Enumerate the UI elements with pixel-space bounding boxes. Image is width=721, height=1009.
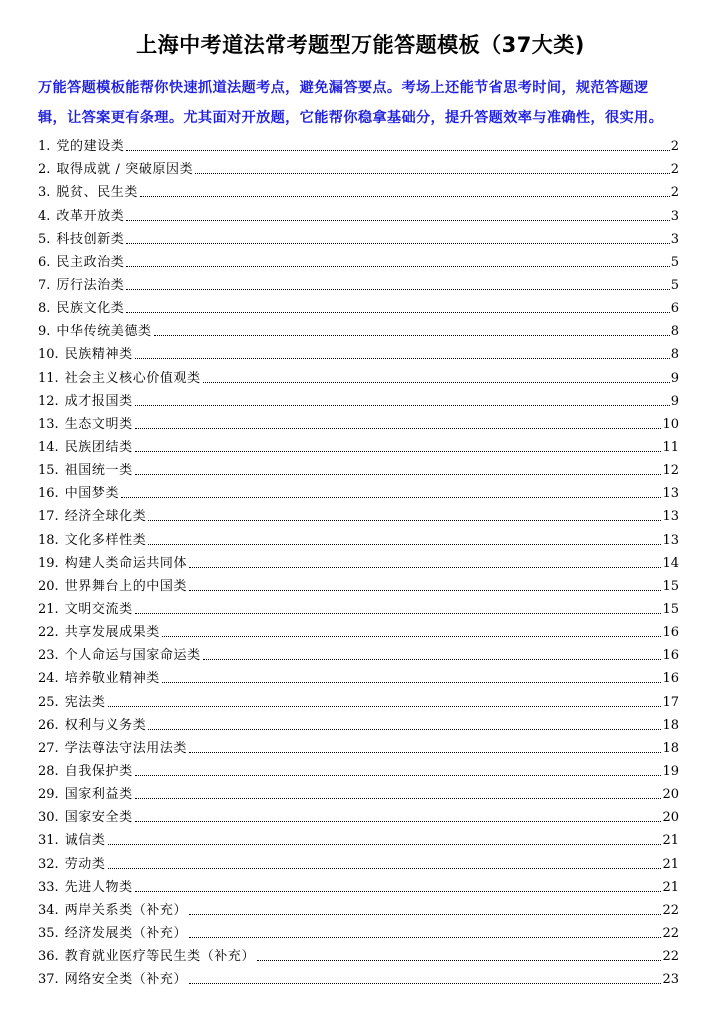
toc-entry-number: 2. [38,162,51,178]
toc-entry[interactable] [38,827,679,850]
toc-entry-number: 5. [38,231,51,247]
toc-dot-leader [148,519,661,521]
toc-entry-number: 28. [38,763,59,779]
toc-entry-number: 34. [38,902,59,918]
toc-entry-title[interactable]: 诚信类 [64,833,106,849]
toc-entry[interactable] [38,619,679,642]
toc-dot-leader [126,149,669,151]
toc-entry-title[interactable]: 世界舞台上的中国类 [64,578,188,594]
toc-entry[interactable] [38,688,679,711]
toc-dot-leader [257,959,661,961]
toc-entry-number: 32. [38,856,59,872]
toc-dot-leader [121,496,661,498]
toc-entry-title[interactable]: 两岸关系类（补充） [64,902,188,918]
toc-dot-leader [203,381,670,383]
toc-entry[interactable] [38,758,679,781]
toc-dot-leader [162,681,662,683]
toc-entry-number: 30. [38,810,59,826]
toc-dot-leader [189,936,661,938]
toc-entry-page-number[interactable]: 6 [670,301,679,317]
table-of-contents [38,133,679,989]
toc-entry-number: 35. [38,925,59,941]
toc-dot-leader [195,172,669,174]
toc-entry[interactable] [38,920,679,943]
toc-entry[interactable] [38,526,679,549]
toc-entry[interactable] [38,573,679,596]
toc-entry-page-number[interactable]: 13 [662,509,679,525]
toc-entry-number: 13. [38,416,59,432]
toc-entry-title[interactable]: 网络安全类（补充） [64,972,188,988]
toc-dot-leader [135,357,670,359]
toc-entry-number: 25. [38,694,59,710]
toc-entry[interactable] [38,295,679,318]
toc-entry-number: 31. [38,833,59,849]
toc-entry-number: 7. [38,277,51,293]
toc-entry[interactable] [38,966,679,989]
toc-entry-number: 18. [38,532,59,548]
toc-dot-leader [135,612,662,614]
toc-entry-page-number[interactable]: 8 [670,324,679,340]
intro-paragraph [38,73,686,133]
toc-entry[interactable] [38,712,679,735]
toc-entry-title[interactable]: 经济发展类（补充） [64,925,188,941]
toc-entry-title[interactable]: 祖国统一类 [64,463,133,479]
toc-entry-title[interactable]: 权利与义务类 [64,717,147,733]
toc-entry-page-number[interactable]: 14 [662,555,679,571]
toc-entry[interactable] [38,202,679,225]
toc-dot-leader [135,820,662,822]
toc-entry-title[interactable]: 劳动类 [64,856,106,872]
toc-entry[interactable] [38,411,679,434]
toc-entry[interactable] [38,804,679,827]
toc-dot-leader [189,589,661,591]
toc-entry[interactable] [38,133,679,156]
toc-entry-title[interactable]: 构建人类命运共同体 [64,555,188,571]
toc-entry-title[interactable]: 党的建设类 [56,139,125,155]
toc-dot-leader [126,311,669,313]
toc-entry-number: 10. [38,347,59,363]
toc-dot-leader [108,843,662,845]
toc-entry-page-number[interactable]: 23 [662,972,679,988]
toc-entry-title[interactable]: 中华传统美德类 [56,324,152,340]
toc-entry-number: 29. [38,787,59,803]
toc-dot-leader [135,450,662,452]
toc-entry-page-number[interactable]: 5 [670,277,679,293]
toc-entry-number: 17. [38,509,59,525]
toc-entry[interactable] [38,318,679,341]
toc-entry[interactable] [38,341,679,364]
toc-entry-page-number[interactable]: 10 [662,416,679,432]
toc-entry-number: 24. [38,671,59,687]
toc-entry-title[interactable]: 个人命运与国家命运类 [64,648,201,664]
toc-entry-title[interactable]: 教育就业医疗等民生类（补充） [64,949,256,965]
toc-dot-leader [148,543,661,545]
toc-entry-page-number[interactable]: 16 [662,648,679,664]
toc-entry[interactable] [38,272,679,295]
toc-entry-number: 1. [38,139,51,155]
toc-entry-title[interactable]: 民族团结类 [64,439,133,455]
toc-entry-number: 3. [38,185,51,201]
toc-entry-title[interactable]: 取得成就 / 突破原因类 [56,162,194,178]
toc-entry-page-number[interactable]: 3 [670,208,679,224]
toc-dot-leader [148,728,661,730]
toc-entry-page-number[interactable]: 15 [662,578,679,594]
toc-entry[interactable] [38,226,679,249]
toc-entry[interactable] [38,364,679,387]
toc-entry-page-number[interactable]: 2 [670,185,679,201]
toc-entry-title[interactable]: 国家利益类 [64,787,133,803]
toc-dot-leader [135,890,662,892]
toc-entry-title[interactable]: 中国梦类 [64,486,120,502]
toc-entry-number: 23. [38,648,59,664]
toc-entry[interactable] [38,388,679,411]
toc-entry[interactable] [38,642,679,665]
toc-dot-leader [154,334,670,336]
toc-entry-page-number[interactable]: 20 [662,810,679,826]
document-title: 上海中考道法常考题型万能答题模板（37大类) [136,33,585,57]
toc-entry-page-number[interactable]: 13 [662,532,679,548]
toc-entry-title[interactable]: 先进人物类 [64,879,133,895]
toc-entry-page-number[interactable]: 17 [662,694,679,710]
toc-entry-page-number[interactable]: 3 [670,231,679,247]
toc-entry-title[interactable]: 文化多样性类 [64,532,147,548]
toc-entry-number: 9. [38,324,51,340]
toc-entry-page-number[interactable]: 8 [670,347,679,363]
toc-entry-title[interactable]: 文明交流类 [64,601,133,617]
toc-entry-page-number[interactable]: 9 [670,370,679,386]
toc-dot-leader [203,658,662,660]
toc-entry-title[interactable]: 国家安全类 [64,810,133,826]
intro-line: 辑，让答案更有条理。尤其面对开放题，它能帮你稳拿基础分，提升答题效率与准确性，很实用。 [38,110,664,126]
toc-entry-number: 16. [38,486,59,502]
toc-entry-number: 6. [38,254,51,270]
toc-entry-number: 33. [38,879,59,895]
toc-entry-title[interactable]: 成才报国类 [64,393,133,409]
toc-entry-page-number[interactable]: 11 [662,439,679,455]
toc-entry-title[interactable]: 科技创新类 [56,231,125,247]
toc-entry[interactable] [38,503,679,526]
toc-entry-page-number[interactable]: 19 [662,763,679,779]
toc-dot-leader [135,774,662,776]
toc-entry-title[interactable]: 共享发展成果类 [64,625,160,641]
toc-entry-number: 4. [38,208,51,224]
toc-entry-number: 21. [38,601,59,617]
toc-entry-title[interactable]: 脱贫、民生类 [56,185,139,201]
toc-entry-number: 12. [38,393,59,409]
toc-entry-number: 11. [38,370,59,386]
toc-dot-leader [126,219,669,221]
toc-entry-page-number[interactable]: 20 [662,787,679,803]
toc-entry-title[interactable]: 宪法类 [64,694,106,710]
toc-entry[interactable] [38,850,679,873]
intro-line: 万能答题模板能帮你快速抓道法题考点，避免漏答要点。考场上还能节省思考时间，规范答题逻 [38,80,649,96]
toc-entry-title[interactable]: 厉行法治类 [56,277,125,293]
toc-entry-number: 20. [38,578,59,594]
toc-entry[interactable] [38,550,679,573]
toc-entry-title[interactable]: 改革开放类 [56,208,125,224]
toc-entry[interactable] [38,434,679,457]
toc-dot-leader [189,751,661,753]
toc-entry-page-number[interactable]: 13 [662,486,679,502]
toc-entry-number: 15. [38,463,59,479]
toc-entry[interactable] [38,665,679,688]
toc-entry-title[interactable]: 自我保护类 [64,763,133,779]
toc-entry[interactable] [38,156,679,179]
toc-entry-page-number[interactable]: 9 [670,393,679,409]
toc-dot-leader [108,705,662,707]
toc-entry-page-number[interactable]: 21 [662,856,679,872]
toc-entry-page-number[interactable]: 5 [670,254,679,270]
toc-dot-leader [189,913,661,915]
toc-entry-page-number[interactable]: 2 [670,162,679,178]
toc-entry[interactable] [38,781,679,804]
toc-entry[interactable] [38,179,679,202]
toc-dot-leader [135,473,662,475]
toc-entry-title[interactable]: 学法尊法守法用法类 [64,740,188,756]
toc-entry-number: 26. [38,717,59,733]
toc-entry-number: 19. [38,555,59,571]
toc-entry-page-number[interactable]: 2 [670,139,679,155]
toc-dot-leader [108,867,662,869]
toc-dot-leader [126,265,669,267]
toc-entry-page-number[interactable]: 22 [662,925,679,941]
toc-entry-title[interactable]: 民主政治类 [56,254,125,270]
toc-entry-number: 8. [38,301,51,317]
toc-entry[interactable] [38,874,679,897]
toc-entry-number: 14. [38,439,59,455]
toc-entry-page-number[interactable]: 18 [662,740,679,756]
toc-dot-leader [189,566,661,568]
toc-dot-leader [135,427,662,429]
toc-dot-leader [126,288,669,290]
toc-entry-page-number[interactable]: 16 [662,625,679,641]
toc-entry-title[interactable]: 生态文明类 [64,416,133,432]
toc-entry-page-number[interactable]: 12 [662,463,679,479]
toc-entry-page-number[interactable]: 21 [662,833,679,849]
toc-entry-number: 36. [38,949,59,965]
toc-entry-title[interactable]: 民族文化类 [56,301,125,317]
toc-entry[interactable] [38,249,679,272]
toc-entry-title[interactable]: 经济全球化类 [64,509,147,525]
toc-entry-page-number[interactable]: 18 [662,717,679,733]
toc-entry-page-number[interactable]: 16 [662,671,679,687]
toc-entry-title[interactable]: 培养敬业精神类 [64,671,160,687]
toc-dot-leader [126,242,669,244]
toc-entry-page-number[interactable]: 21 [662,879,679,895]
toc-entry[interactable] [38,596,679,619]
toc-entry[interactable] [38,897,679,920]
toc-entry[interactable] [38,457,679,480]
toc-dot-leader [135,404,670,406]
toc-dot-leader [135,797,662,799]
toc-entry-number: 22. [38,625,59,641]
toc-entry-page-number[interactable]: 22 [662,902,679,918]
toc-dot-leader [140,195,670,197]
toc-entry-number: 37. [38,972,59,988]
toc-entry-title[interactable]: 社会主义核心价值观类 [64,370,201,386]
toc-entry[interactable] [38,943,679,966]
toc-entry[interactable] [38,735,679,758]
toc-entry-page-number[interactable]: 15 [662,601,679,617]
toc-dot-leader [162,635,662,637]
toc-dot-leader [189,982,661,984]
toc-entry-title[interactable]: 民族精神类 [64,347,133,363]
toc-entry-number: 27. [38,740,59,756]
toc-entry-page-number[interactable]: 22 [662,949,679,965]
toc-entry[interactable] [38,480,679,503]
